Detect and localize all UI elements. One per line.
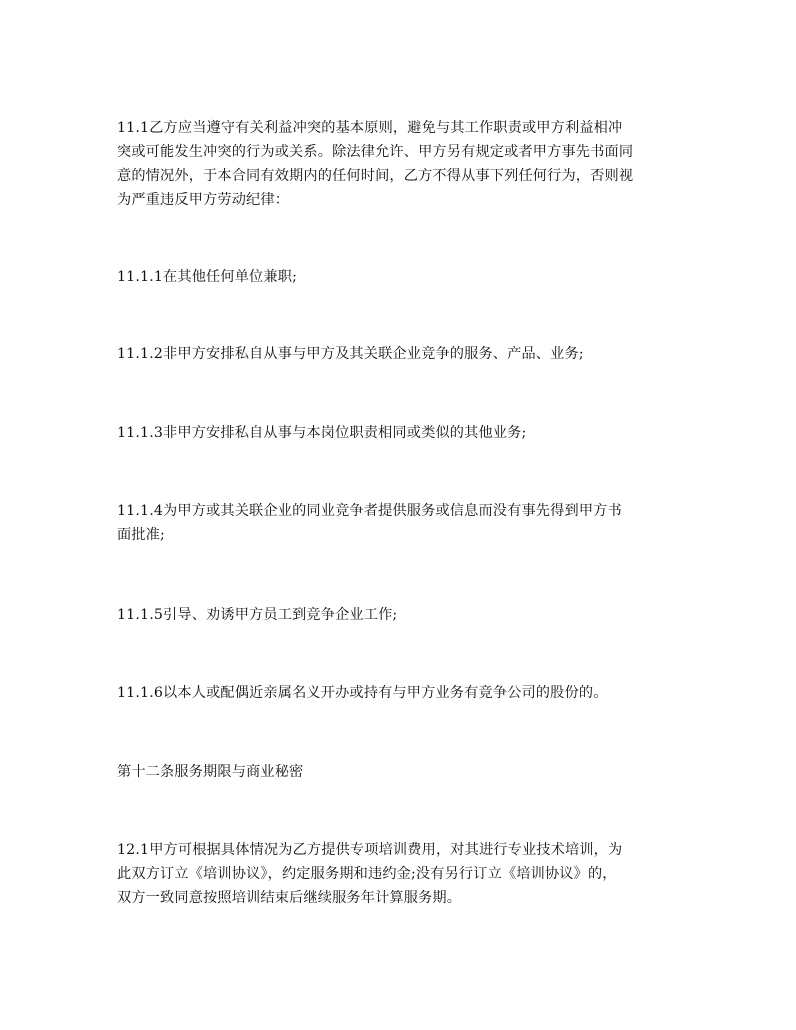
text-line: 此双方订立《培训协议》，约定服务期和违约金;没有另行订立《培训协议》的， (117, 866, 617, 882)
clause-12-1 (117, 838, 682, 910)
clause-11-1-5 (117, 603, 682, 627)
clause-11-1-2 (117, 342, 682, 366)
clause-11-1 (117, 116, 682, 212)
text-line: 11.1.6以本人或配偶近亲属名义开办或持有与甲方业务有竞争公司的股份的。 (117, 685, 608, 701)
article-12-heading (117, 760, 682, 784)
text-line: 第十二条服务期限与商业秘密 (117, 764, 304, 780)
text-line: 12.1甲方可根据具体情况为乙方提供专项培训费用，对其进行专业技术培训，为 (117, 842, 623, 858)
text-line: 双方一致同意按照培训结束后继续服务年计算服务期。 (117, 890, 462, 906)
text-line: 意的情况外，于本合同有效期内的任何时间，乙方不得从事下列任何行为，否则视 (117, 168, 634, 184)
clause-11-1-1 (117, 265, 682, 289)
text-line: 11.1乙方应当遵守有关利益冲突的基本原则，避免与其工作职责或甲方利益相冲 (117, 120, 623, 136)
text-line: 11.1.5引导、劝诱甲方员工到竞争企业工作; (117, 607, 398, 623)
text-line: 11.1.2非甲方安排私自从事与甲方及其关联企业竞争的服务、产品、业务; (117, 346, 584, 362)
text-line: 面批准; (117, 527, 165, 543)
clause-11-1-4 (117, 499, 682, 547)
text-line: 为严重违反甲方劳动纪律： (117, 192, 290, 208)
text-line: 11.1.3非甲方安排私自从事与本岗位职责相同或类似的其他业务; (117, 425, 527, 441)
clause-11-1-6 (117, 681, 682, 705)
text-line: 突或可能发生冲突的行为或关系。除法律允许、甲方另有规定或者甲方事先书面同 (117, 144, 634, 160)
text-line: 11.1.4为甲方或其关联企业的同业竞争者提供服务或信息而没有事先得到甲方书 (117, 503, 622, 519)
text-line: 11.1.1在其他任何单位兼职; (117, 269, 297, 285)
clause-11-1-3 (117, 421, 682, 445)
